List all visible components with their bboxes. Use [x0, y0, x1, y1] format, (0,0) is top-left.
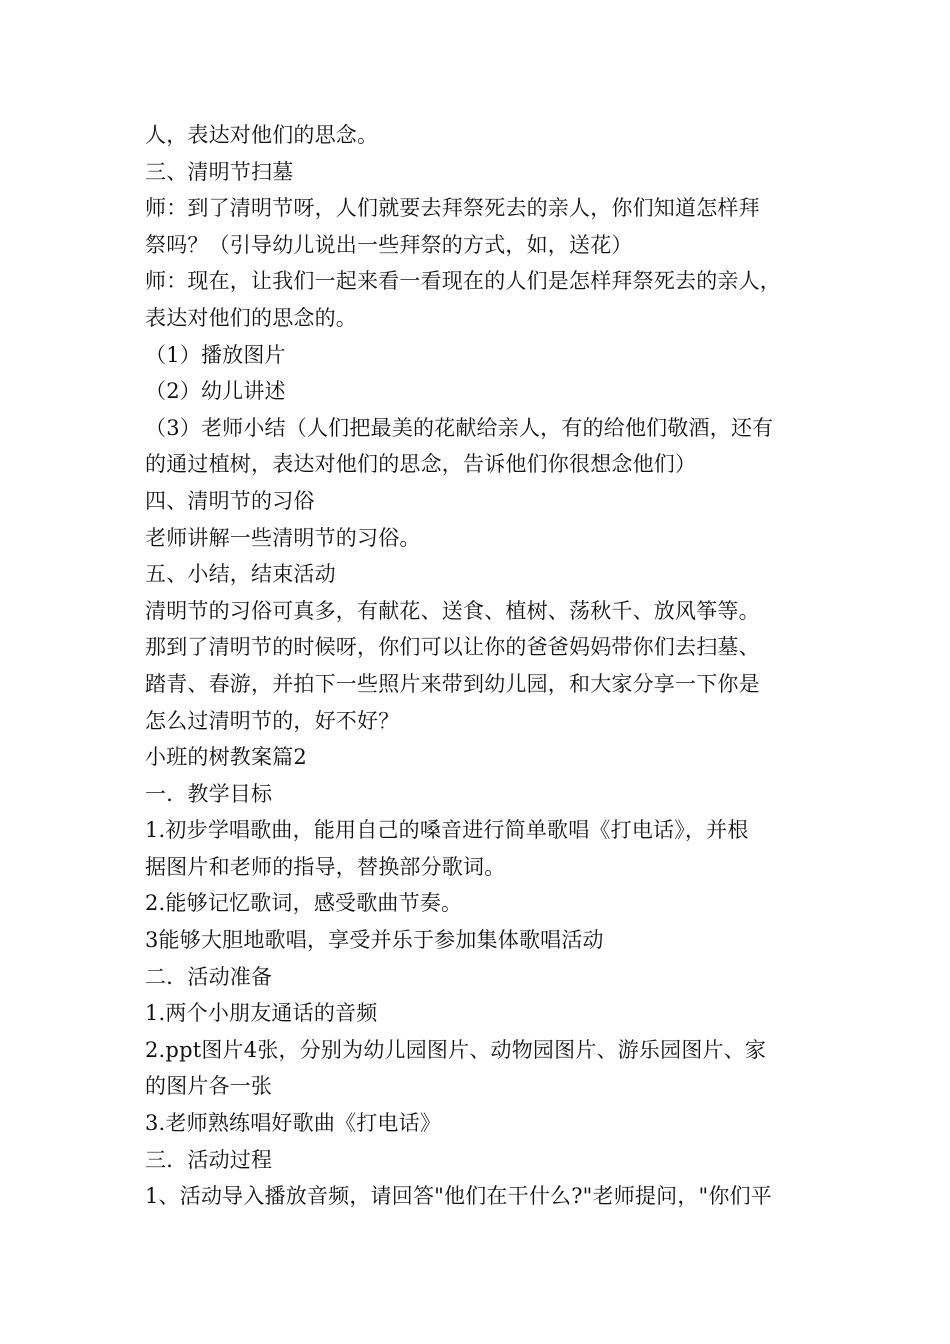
- section-heading: 一．教学目标: [145, 781, 273, 806]
- list-item: 3.老师熟练唱好歌曲《打电话》: [145, 1111, 442, 1136]
- list-item: （3）老师小结（人们把最美的花献给亲人，有的给他们敬酒，还有: [145, 415, 774, 440]
- text-line: 表达对他们的思念的。: [145, 305, 357, 330]
- list-item: 3能够大胆地歌唱，享受并乐于参加集体歌唱活动: [145, 928, 604, 953]
- list-item: 1.两个小朋友通话的音频: [145, 1001, 378, 1026]
- section-heading: 三．活动过程: [145, 1147, 273, 1172]
- list-item: （2）幼儿讲述: [145, 379, 286, 404]
- text-line: 踏青、春游，并拍下一些照片来带到幼儿园，和大家分享一下你是: [145, 671, 760, 696]
- list-item: （1）播放图片: [145, 342, 286, 367]
- section-heading: 五、小结，结束活动: [145, 562, 336, 587]
- text-line: 的图片各一张: [145, 1074, 273, 1099]
- text-line: 师：现在，让我们一起来看一看现在的人们是怎样拜祭死去的亲人，: [145, 269, 781, 294]
- text-line: 祭吗？（引导幼儿说出一些拜祭的方式，如，送花）: [145, 232, 633, 257]
- list-item: 2.ppt图片4张，分别为幼儿园图片、动物园图片、游乐园图片、家: [145, 1037, 767, 1062]
- text-line: 人，表达对他们的思念。: [145, 123, 379, 147]
- text-line: 的通过植树，表达对他们的思念，告诉他们你很想念他们）: [145, 452, 697, 477]
- text-line: 老师讲解一些清明节的习俗。: [145, 525, 421, 550]
- text-line: 师：到了清明节呀，人们就要去拜祭死去的亲人，你们知道怎样拜: [145, 196, 760, 221]
- list-item: 2.能够记忆歌词，感受歌曲节奏。: [145, 891, 463, 916]
- list-item: 1.初步学唱歌曲，能用自己的嗓音进行简单歌唱《打电话》，并根: [145, 818, 749, 843]
- text-line: 那到了清明节的时候呀，你们可以让你的爸爸妈妈带你们去扫墓、: [145, 635, 760, 660]
- text-line: 怎么过清明节的，好不好？: [145, 708, 400, 733]
- section-heading: 四、清明节的习俗: [145, 488, 315, 513]
- list-item: 1、活动导入播放音频，请回答"他们在干什么?"老师提问，"你们平: [145, 1184, 772, 1209]
- document-subtitle: 小班的树教案篇2: [145, 745, 307, 770]
- section-heading: 三、清明节扫墓: [145, 159, 294, 184]
- text-line: 据图片和老师的指导，替换部分歌词。: [145, 854, 506, 879]
- document-body: [145, 117, 815, 1215]
- text-line: 清明节的习俗可真多，有献花、送食、植树、荡秋千、放风筝等。: [145, 598, 760, 623]
- section-heading: 二．活动准备: [145, 964, 273, 989]
